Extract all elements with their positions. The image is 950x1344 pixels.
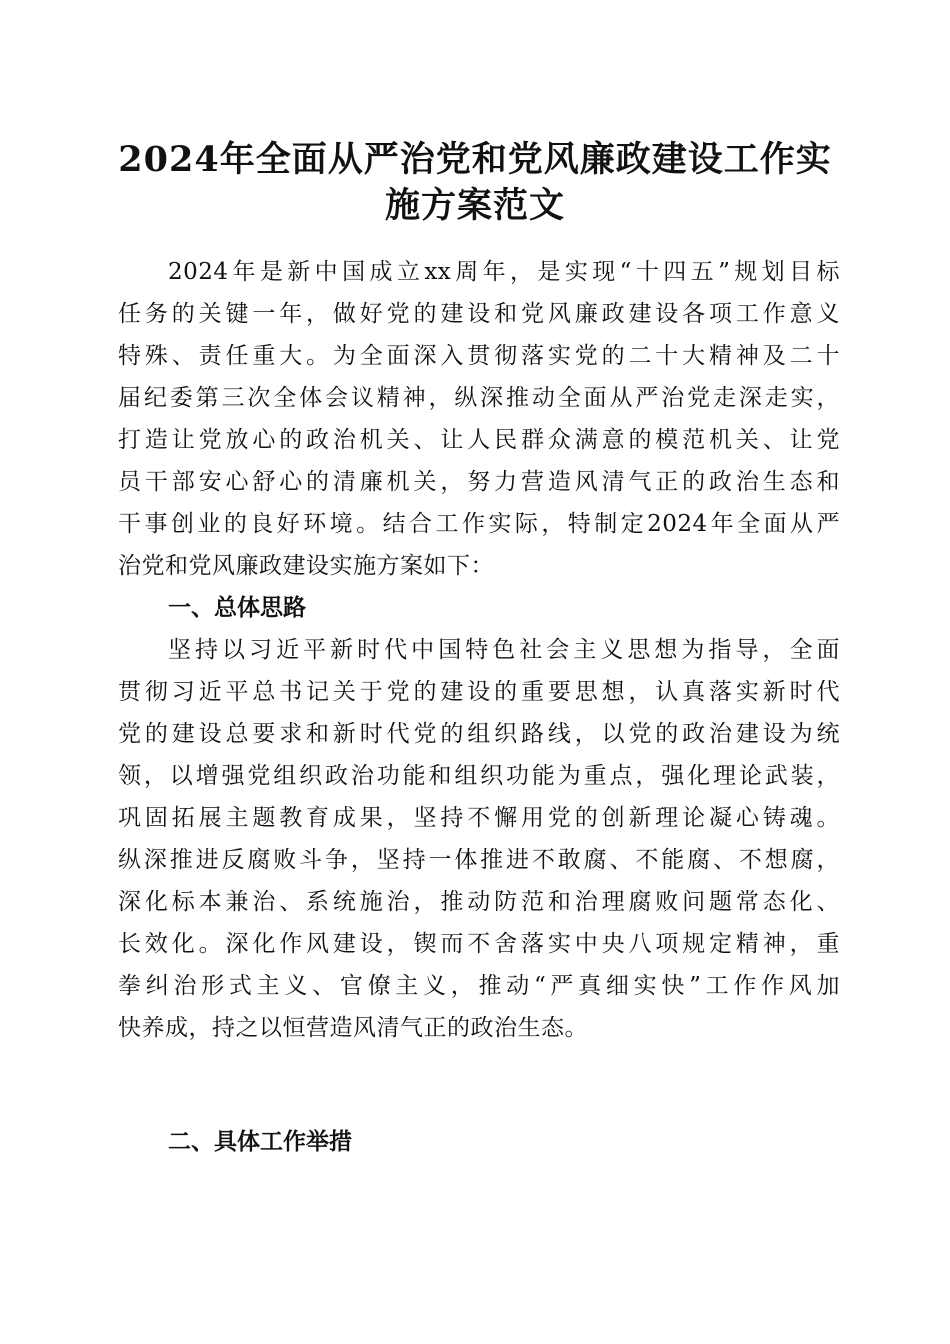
paragraph-line: 快养成，持之以恒营造风清气正的政治生态。 xyxy=(118,1015,588,1041)
paragraph-line: 打造让党放心的政治机关、让人民群众满意的模范机关、让党 xyxy=(118,427,840,453)
paragraph-line: 领，以增强党组织政治功能和组织功能为重点，强化理论武装， xyxy=(118,763,840,789)
paragraph-line: 拳纠治形式主义、官僚主义，推动“严真细实快”工作作风加 xyxy=(118,973,840,999)
paragraph-line: 长效化。深化作风建设，锲而不舍落实中央八项规定精神，重 xyxy=(118,931,840,957)
document-title-line-1: 2024年全面从严治党和党风廉政建设工作实 xyxy=(118,139,832,180)
paragraph-line: 治党和党风廉政建设实施方案如下： xyxy=(118,553,494,579)
paragraph-line: 干事创业的良好环境。结合工作实际，特制定2024年全面从严 xyxy=(118,511,840,537)
overall-approach-paragraph xyxy=(118,629,840,1049)
paragraph-line: 党的建设总要求和新时代党的组织路线，以党的政治建设为统 xyxy=(118,721,840,747)
paragraph-line: 巩固拓展主题教育成果，坚持不懈用党的创新理论凝心铸魂。 xyxy=(118,805,840,831)
section-heading-specific-measures: 二、具体工作举措 xyxy=(168,1129,352,1155)
paragraph-line: 坚持以习近平新时代中国特色社会主义思想为指导，全面 xyxy=(168,637,840,663)
paragraph-line: 纵深推进反腐败斗争，坚持一体推进不敢腐、不能腐、不想腐， xyxy=(118,847,840,873)
paragraph-line: 2024年是新中国成立xx周年，是实现“十四五”规划目标 xyxy=(168,259,840,285)
intro-paragraph xyxy=(118,251,840,587)
paragraph-line: 特殊、责任重大。为全面深入贯彻落实党的二十大精神及二十 xyxy=(118,343,840,369)
section-heading-overall-approach: 一、总体思路 xyxy=(168,595,306,621)
paragraph-line: 深化标本兼治、系统施治，推动防范和治理腐败问题常态化、 xyxy=(118,889,840,915)
document-body xyxy=(118,251,840,1049)
paragraph-line: 任务的关键一年，做好党的建设和党风廉政建设各项工作意义 xyxy=(118,301,840,327)
paragraph-line: 贯彻习近平总书记关于党的建设的重要思想，认真落实新时代 xyxy=(118,679,840,705)
document-title-line-2: 施方案范文 xyxy=(384,185,565,226)
paragraph-line: 员干部安心舒心的清廉机关，努力营造风清气正的政治生态和 xyxy=(118,469,840,495)
paragraph-line: 届纪委第三次全体会议精神，纵深推动全面从严治党走深走实， xyxy=(118,385,840,411)
